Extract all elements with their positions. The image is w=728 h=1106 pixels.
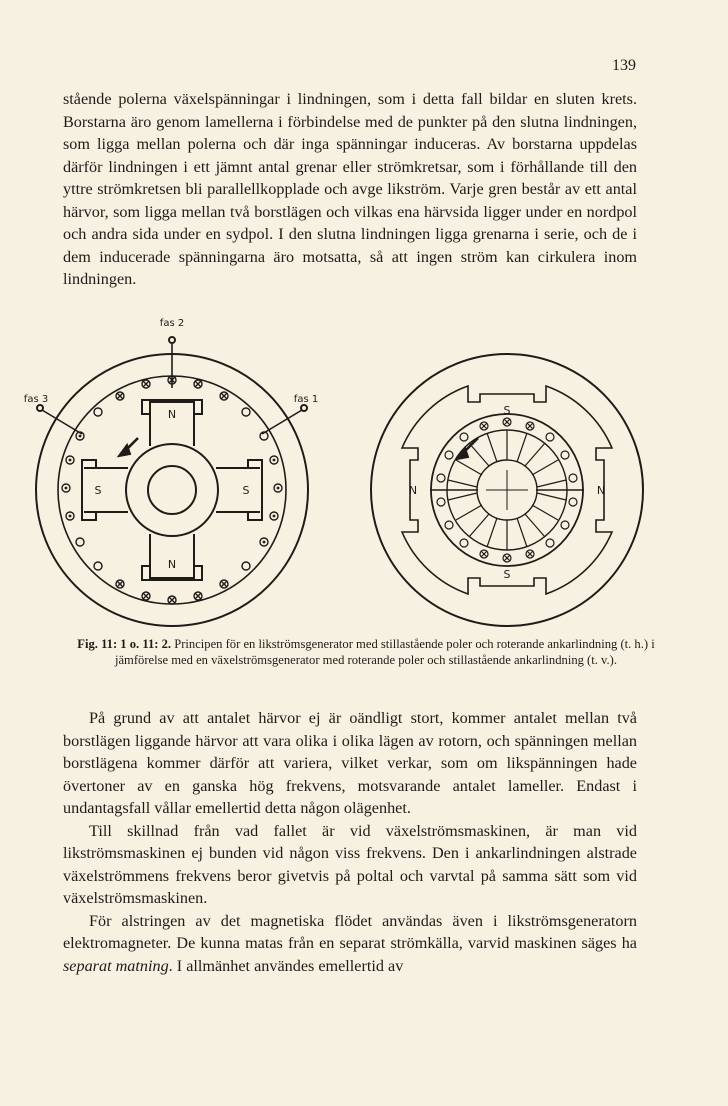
fas1-lead <box>262 410 302 434</box>
right-pole-label-right: N <box>596 484 606 497</box>
figure-generators <box>0 310 728 640</box>
fas2-terminal <box>169 337 175 343</box>
left-stator-outer <box>36 354 308 626</box>
right-pole-label-top: S <box>503 404 511 417</box>
term-separat-matning: separat matning <box>63 956 169 975</box>
right-pole-label-left: N <box>408 484 418 497</box>
fas3-lead <box>42 410 82 434</box>
paragraph-elektromagneter <box>63 910 637 978</box>
figure-caption <box>66 636 666 668</box>
caption-label: Fig. 11: 1 o. 11: 2. <box>77 637 172 651</box>
paragraph-frekvens: Till skillnad från vad fallet är vid växelströmsmaskinen, är man vid likströmsmaskinen ej bunden vid någon viss frekvens. Den i ankarlindningen alstrade växelströmmens frekvens beror givetvis på poltal och varvtal på samma sätt som vid växelströmsmaskinen. <box>63 821 637 907</box>
left-pole-label-top: N <box>167 408 177 421</box>
bottom-text-block <box>63 707 637 977</box>
paragraph-harvor: På grund av att antalet härvor ej är oändligt stort, kommer antalet mellan två borstlägen liggande härvor att vara olika i olika lägen av rotorn, och spänningen mellan borstlägena kommer därför att variera, vilket verkar, som om likspänningen hade övertoner av en ganska hög frekvens, motsvarande antalet lameller. Endast i undantagsfall vållar emellertid detta någon olägenhet. <box>63 709 637 817</box>
fas3-terminal <box>37 405 43 411</box>
left-rotor-hub <box>126 444 218 536</box>
page-number: 139 <box>612 57 636 74</box>
top-text-block <box>63 88 637 291</box>
left-pole-label-bottom: N <box>167 558 177 571</box>
paragraph-elektromagneter-before: För alstringen av det magnetiska flödet användas även i likströmsgeneratorn elektromagneter. De kunna matas från en separat strömkälla, varvid maskinen säges ha <box>63 911 637 952</box>
paragraph-elektromagneter-after: . I allmänhet användes emellertid av <box>168 956 404 975</box>
label-fas1: fas 1 <box>293 394 319 405</box>
paragraph-continued: stående polerna växelspänningar i lindningen, som i detta fall bildar en sluten krets. Borstarna äro genom lamellerna i förbindelse med de punkter på den slutna lindningen, som ligga mellan polerna och där inga spänningar induceras. Av borstarna uppdelas därför lindningen i ett jämnt antal grenar eller strömkretsar, som i förhållande till den yttre strömkretsen bli parallellkopplade och avge likström. Varje gren består av ett antal härvor, som ligga mellan två borstlägen och vilkas ena härvsida ligger under en nordpol och andra sida under en sydpol. I den slutna lindningen ligga grenarna i serie, och de i dem inducerade spänningarna äro motsatta, så att ingen ström kan cirkulera inom lindningen. <box>63 90 637 288</box>
label-fas2: fas 2 <box>159 318 185 329</box>
left-arrow-head <box>119 445 130 456</box>
left-shaft <box>148 466 196 514</box>
caption-text: Principen för en likströmsgenerator med stillastående poler och roterande ankarlindning (t. h.) i jämförelse med en växelströmsgenerator med roterande poler och stillastående ankarlindning (t. v.). <box>114 637 655 667</box>
right-commutator-marks <box>486 470 528 510</box>
left-pole-label-left: S <box>94 484 102 497</box>
figure-drawing <box>0 310 728 640</box>
label-fas3: fas 3 <box>23 394 49 405</box>
fas1-terminal <box>301 405 307 411</box>
left-pole-right-shoe <box>248 460 262 520</box>
right-pole-label-bottom: S <box>503 568 511 581</box>
left-pole-label-right: S <box>242 484 250 497</box>
